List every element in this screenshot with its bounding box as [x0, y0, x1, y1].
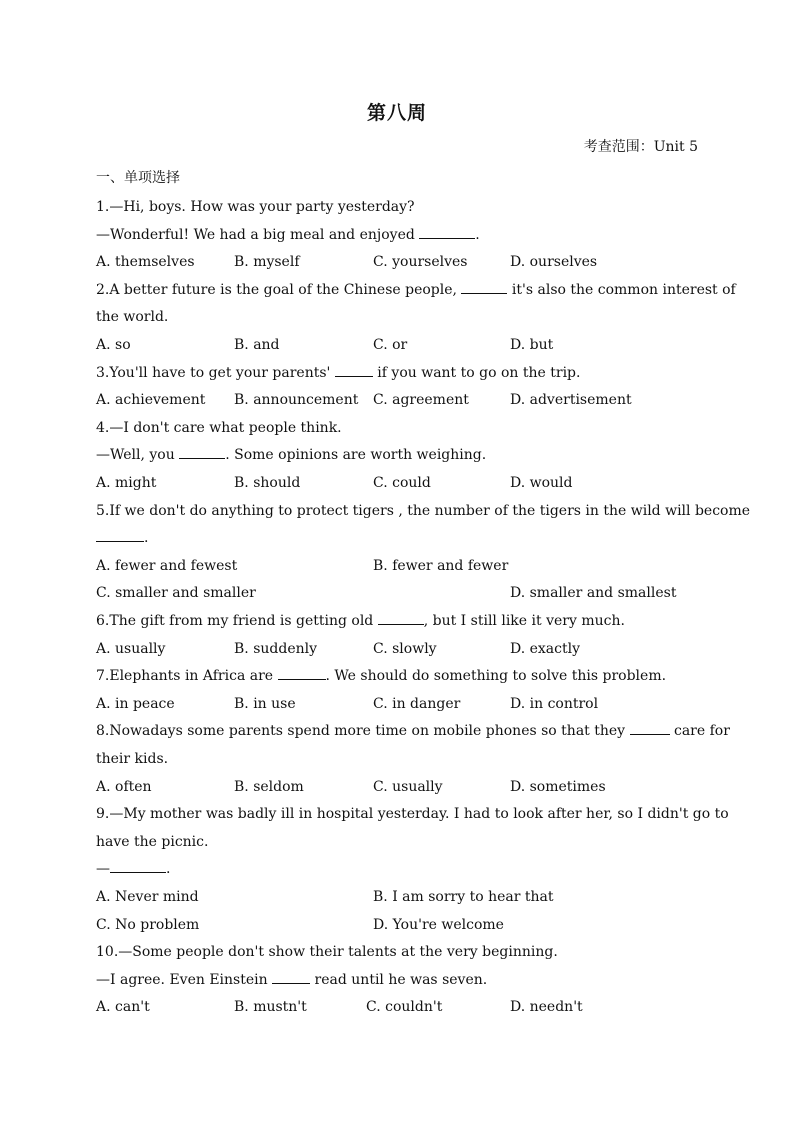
question-10-option-c[interactable]: C. couldn't — [366, 999, 443, 1015]
question-6-stem-text-a: 6.The gift from my friend is getting old — [96, 613, 374, 629]
answer-blank — [110, 860, 166, 873]
question-4-stem-line-2 — [96, 446, 686, 464]
question-4-option-a[interactable]: A. might — [96, 475, 157, 491]
question-8-option-c[interactable]: C. usually — [373, 779, 443, 795]
question-6-option-d[interactable]: D. exactly — [510, 641, 581, 657]
question-9-stem-line-3 — [96, 860, 686, 878]
question-9-option-a[interactable]: A. Never mind — [96, 889, 199, 905]
question-2-option-b[interactable]: B. and — [234, 337, 280, 353]
question-9-option-b[interactable]: B. I am sorry to hear that — [373, 889, 554, 905]
question-2-stem-line-1 — [96, 281, 736, 299]
question-9-stem-end: . — [166, 861, 171, 877]
answer-blank — [461, 281, 507, 294]
answer-blank — [378, 612, 424, 625]
question-4-stem-text-c: . Some opinions are worth weighing. — [225, 447, 487, 463]
question-8-stem-text-b: care for — [673, 723, 730, 739]
exam-scope: 考查范围：Unit 5 — [583, 139, 698, 155]
question-8-option-d[interactable]: D. sometimes — [510, 779, 606, 795]
question-5-stem-line-1: 5.If we don't do anything to protect tigers , the number of the tigers in the wild will become — [96, 503, 751, 519]
question-6-option-c[interactable]: C. slowly — [373, 641, 437, 657]
question-2-option-a[interactable]: A. so — [96, 337, 131, 353]
question-3-option-d[interactable]: D. advertisement — [510, 392, 632, 408]
question-3-option-c[interactable]: C. agreement — [373, 392, 469, 408]
answer-blank — [335, 364, 373, 377]
page-title: 第八周 — [366, 102, 427, 124]
question-5-option-d[interactable]: D. smaller and smallest — [510, 585, 677, 601]
question-7-option-c[interactable]: C. in danger — [373, 696, 461, 712]
question-10-option-d[interactable]: D. needn't — [510, 999, 583, 1015]
question-5-stem-end: . — [144, 530, 149, 546]
answer-blank — [179, 446, 225, 459]
question-5-option-c[interactable]: C. smaller and smaller — [96, 585, 256, 601]
question-4-stem-line-1: 4.—I don't care what people think. — [96, 420, 342, 436]
question-8-stem-line-1 — [96, 722, 730, 740]
question-10-stem-line-2 — [96, 971, 686, 989]
answer-blank — [96, 529, 144, 542]
question-8-option-a[interactable]: A. often — [96, 779, 152, 795]
answer-blank — [630, 722, 670, 735]
question-9-stem-line-1: 9.—My mother was badly ill in hospital yesterday. I had to look after her, so I didn't go to — [96, 806, 729, 822]
question-6-option-a[interactable]: A. usually — [96, 641, 166, 657]
question-7-stem-text-b: . We should do something to solve this problem. — [325, 668, 667, 684]
question-10-option-a[interactable]: A. can't — [96, 999, 150, 1015]
question-2-stem-line-2: the world. — [96, 309, 169, 325]
question-4-stem-text-b: —Well, you — [96, 447, 175, 463]
question-3-option-b[interactable]: B. announcement — [234, 392, 359, 408]
question-9-option-d[interactable]: D. You're welcome — [373, 917, 504, 933]
question-4-option-c[interactable]: C. could — [373, 475, 431, 491]
question-7-stem-line-1 — [96, 667, 686, 685]
question-3-stem-line-1 — [96, 364, 686, 382]
question-1-stem-end: . — [475, 227, 480, 243]
question-5-stem-line-2 — [96, 529, 686, 547]
question-7-option-a[interactable]: A. in peace — [96, 696, 175, 712]
question-6-stem-line-1 — [96, 612, 686, 630]
question-7-option-d[interactable]: D. in control — [510, 696, 599, 712]
question-5-option-b[interactable]: B. fewer and fewer — [373, 558, 509, 574]
question-2-stem-text-a: 2.A better future is the goal of the Chinese people, — [96, 282, 457, 298]
question-8-option-b[interactable]: B. seldom — [234, 779, 304, 795]
question-9-option-c[interactable]: C. No problem — [96, 917, 200, 933]
question-3-stem-text-a: 3.You'll have to get your parents' — [96, 365, 331, 381]
question-9-stem-line-2: have the picnic. — [96, 834, 209, 850]
question-4-option-b[interactable]: B. should — [234, 475, 301, 491]
question-2-stem-text-b: it's also the common interest of — [511, 282, 736, 298]
question-10-option-b[interactable]: B. mustn't — [234, 999, 307, 1015]
question-10-stem-text-b: —I agree. Even Einstein — [96, 972, 268, 988]
answer-blank — [419, 226, 475, 239]
question-1-stem-line-1: 1.—Hi, boys. How was your party yesterday? — [96, 199, 415, 215]
section-heading: 一、单项选择 — [96, 170, 180, 186]
question-1-stem-line-2 — [96, 226, 686, 244]
question-6-stem-text-b: , but I still like it very much. — [423, 613, 625, 629]
question-10-stem-text-c: read until he was seven. — [314, 972, 488, 988]
question-4-option-d[interactable]: D. would — [510, 475, 573, 491]
question-1-option-c[interactable]: C. yourselves — [373, 254, 468, 270]
question-2-option-d[interactable]: D. but — [510, 337, 554, 353]
question-6-option-b[interactable]: B. suddenly — [234, 641, 318, 657]
question-7-stem-text-a: 7.Elephants in Africa are — [96, 668, 274, 684]
question-3-stem-text-b: if you want to go on the trip. — [377, 365, 581, 381]
question-9-stem-text-c: — — [96, 861, 110, 877]
question-3-option-a[interactable]: A. achievement — [96, 392, 206, 408]
question-8-stem-line-2: their kids. — [96, 751, 169, 767]
question-5-option-a[interactable]: A. fewer and fewest — [96, 558, 238, 574]
question-1-option-a[interactable]: A. themselves — [96, 254, 195, 270]
question-2-option-c[interactable]: C. or — [373, 337, 408, 353]
question-1-option-d[interactable]: D. ourselves — [510, 254, 598, 270]
question-1-stem-text: —Wonderful! We had a big meal and enjoyed — [96, 227, 415, 243]
answer-blank — [272, 971, 310, 984]
answer-blank — [278, 667, 326, 680]
question-10-stem-line-1: 10.—Some people don't show their talents at the very beginning. — [96, 944, 558, 960]
question-8-stem-text-a: 8.Nowadays some parents spend more time on mobile phones so that they — [96, 723, 626, 739]
question-7-option-b[interactable]: B. in use — [234, 696, 296, 712]
question-1-option-b[interactable]: B. myself — [234, 254, 300, 270]
